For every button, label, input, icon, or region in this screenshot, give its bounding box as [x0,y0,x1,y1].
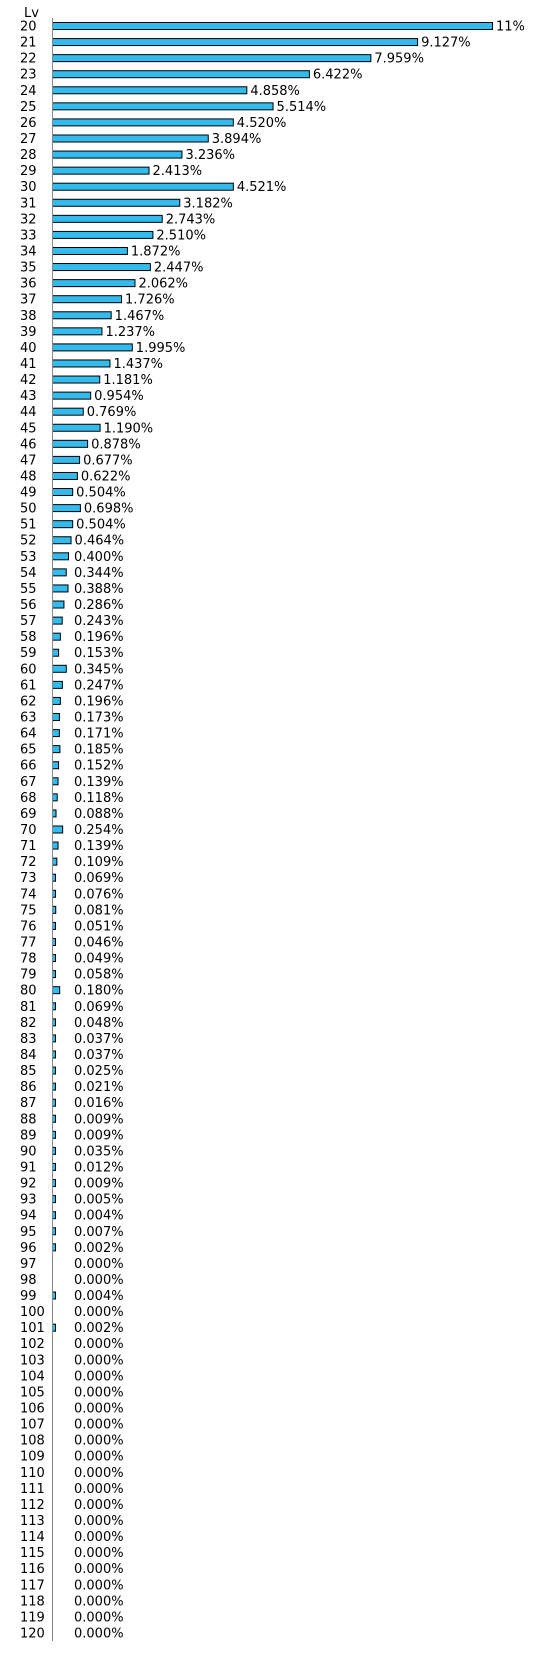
level-tick-label: 69 [20,806,37,822]
bar-value-label: 0.504% [76,485,126,501]
level-tick-label: 68 [20,790,37,806]
bar-value-label: 0.400% [74,549,124,565]
level-tick-label: 63 [20,710,37,726]
bar-value-label: 0.878% [91,437,141,453]
bar-value-label: 0.000% [74,1594,124,1610]
bar-value-label: 4.858% [250,83,300,99]
level-tick-label: 102 [20,1337,45,1353]
bar-value-label: 0.035% [74,1144,124,1160]
bar-value-label: 0.000% [74,1449,124,1465]
bar-value-label: 1.726% [125,292,175,308]
bar-value-label: 0.000% [74,1256,124,1272]
bar [53,505,81,512]
level-tick-label: 111 [20,1481,45,1497]
bar [53,424,101,431]
bar-value-label: 0.000% [74,1465,124,1481]
bar [53,617,63,624]
bar [53,665,67,672]
bar [53,167,150,174]
bar-value-label: 3.182% [183,196,233,212]
bar-value-label: 0.046% [74,935,124,951]
bar-value-label: 2.413% [152,164,203,180]
level-tick-label: 54 [20,565,37,581]
bar-value-label: 4.520% [236,115,287,131]
level-tick-label: 109 [20,1449,45,1465]
level-tick-label: 120 [20,1626,45,1642]
bar [53,472,78,479]
level-tick-label: 64 [20,726,37,742]
bar [53,296,122,303]
bar [53,730,60,737]
bar-value-label: 0.051% [74,919,124,935]
bar [53,778,59,785]
level-tick-label: 32 [20,212,37,228]
level-tick-label: 91 [20,1160,37,1176]
bar-value-label: 0.000% [74,1626,124,1642]
level-tick-label: 85 [20,1064,37,1080]
level-tick-label: 115 [20,1546,45,1562]
bar-value-label: 3.894% [211,131,262,147]
level-tick-label: 94 [20,1208,37,1224]
bar-value-label: 0.069% [74,871,124,887]
bar [53,746,60,753]
bar [53,135,209,142]
bar-value-label: 0.464% [74,533,125,549]
level-tick-label: 76 [20,919,37,935]
bar-value-label: 0.286% [74,598,124,614]
bar-value-label: 0.173% [74,710,124,726]
bar [53,633,61,640]
level-tick-label: 58 [20,630,37,646]
bar [53,537,72,544]
bar-value-label: 0.000% [74,1433,124,1449]
bar-value-label: 0.000% [74,1497,124,1513]
bar [53,103,274,110]
level-tick-label: 112 [20,1497,45,1513]
bar-value-label: 0.069% [74,999,124,1015]
level-tick-label: 39 [20,324,37,340]
bar-value-label: 0.000% [74,1305,124,1321]
level-tick-label: 31 [20,196,37,212]
level-tick-label: 104 [20,1369,45,1385]
bar-value-label: 0.109% [74,855,124,871]
bar [53,71,310,78]
bar-value-label: 0.247% [74,678,124,694]
bar-value-label: 2.062% [138,276,189,292]
bar-value-label: 0.000% [74,1401,124,1417]
level-tick-label: 67 [20,774,37,790]
bar [53,697,61,704]
level-tick-label: 79 [20,967,37,983]
level-tick-label: 52 [20,533,37,549]
bar-value-label: 1.237% [105,324,156,340]
bar [53,215,163,222]
bar-value-label: 0.009% [74,1128,124,1144]
bar-value-label: 0.152% [74,758,124,774]
bar-value-label: 0.025% [74,1064,124,1080]
bar-value-label: 0.139% [74,774,124,790]
level-tick-label: 74 [20,887,37,903]
bar [53,601,64,608]
bar-value-label: 0.005% [74,1192,124,1208]
bar-value-label: 1.437% [113,356,164,372]
bar [53,119,234,126]
bar-value-label: 1.872% [130,244,181,260]
level-tick-label: 110 [20,1465,45,1481]
level-tick-label: 107 [20,1417,45,1433]
bar-value-label: 0.698% [83,501,134,517]
bar-value-label: 0.139% [74,839,124,855]
bar-value-label: 0.049% [74,951,124,967]
level-tick-label: 49 [20,485,37,501]
bar-value-label: 0.344% [74,565,124,581]
bar-value-label: 0.088% [74,806,124,822]
bar-value-label: 0.769% [86,405,137,421]
level-tick-label: 43 [20,389,37,405]
bar [53,987,60,994]
level-tick-label: 119 [20,1610,45,1626]
level-tick-label: 99 [20,1289,37,1305]
bars-group [20,20,525,1642]
level-tick-label: 81 [20,999,37,1015]
level-tick-label: 103 [20,1353,45,1369]
level-tick-label: 116 [20,1562,45,1578]
bar [53,456,80,463]
bar-value-label: 0.016% [74,1096,124,1112]
bar-value-label: 0.153% [74,646,124,662]
bar-value-label: 0.622% [80,469,131,485]
bar-value-label: 0.081% [74,903,124,919]
bar-value-label: 6.422% [312,67,363,83]
bar [53,344,133,351]
level-tick-label: 96 [20,1240,37,1256]
bar-value-label: 0.243% [74,614,124,630]
level-tick-label: 40 [20,340,37,356]
bar-value-label: 9.127% [421,35,471,51]
y-axis-label: Lv [24,6,39,21]
bar-value-label: 3.236% [185,148,236,164]
level-tick-label: 86 [20,1080,37,1096]
level-tick-label: 21 [20,35,37,51]
level-tick-label: 46 [20,437,37,453]
bar [53,489,73,496]
level-tick-label: 95 [20,1224,37,1240]
bar-value-label: 0.000% [74,1353,124,1369]
bar [53,264,151,271]
level-tick-label: 70 [20,823,37,838]
level-tick-label: 92 [20,1176,37,1192]
level-tick-label: 36 [20,276,37,292]
level-tick-label: 89 [20,1128,37,1144]
level-tick-label: 80 [20,983,37,999]
level-tick-label: 42 [20,373,37,389]
bar-value-label: 0.004% [74,1208,124,1224]
bar [53,55,371,62]
bar-value-label: 0.180% [74,983,124,999]
level-tick-label: 29 [20,164,37,180]
bar [53,408,84,415]
level-tick-label: 105 [20,1385,45,1401]
bar-value-label: 0.185% [74,742,124,758]
bar-value-label: 1.181% [103,373,153,389]
bar [53,376,100,383]
bar-value-label: 0.345% [74,662,124,678]
level-tick-label: 25 [20,99,37,115]
bar-value-label: 0.000% [74,1610,124,1626]
bar-value-label: 0.954% [94,389,144,405]
bar-value-label: 0.000% [74,1337,124,1353]
bar [53,199,180,206]
bar [53,842,59,849]
level-tick-label: 108 [20,1433,45,1449]
bar [53,231,153,238]
level-tick-label: 83 [20,1031,37,1047]
level-tick-label: 98 [20,1272,37,1288]
bar-value-label: 0.254% [74,823,124,838]
bar-value-label: 0.388% [74,581,124,597]
level-tick-label: 53 [20,549,37,565]
level-tick-label: 62 [20,694,37,710]
level-tick-label: 106 [20,1401,45,1417]
level-tick-label: 73 [20,871,37,887]
bar-value-label: 0.000% [74,1417,124,1433]
bar-value-label: 0.009% [74,1176,124,1192]
bar-value-label: 2.510% [156,228,206,244]
bar [53,312,112,319]
bar-value-label: 0.196% [74,630,124,646]
bar [53,151,182,158]
level-tick-label: 101 [20,1321,45,1337]
bar-value-label: 5.514% [276,99,327,115]
level-tick-label: 57 [20,614,37,630]
level-tick-label: 55 [20,581,37,597]
bar-value-label: 0.000% [74,1385,124,1401]
bar-value-label: 2.447% [153,260,204,276]
bar-value-label: 0.000% [74,1481,124,1497]
bar-value-label: 0.012% [74,1160,124,1176]
level-tick-label: 24 [20,83,37,99]
level-tick-label: 34 [20,244,37,260]
level-tick-label: 60 [20,662,37,678]
level-tick-label: 97 [20,1256,37,1272]
bar [53,649,59,656]
level-tick-label: 20 [20,19,37,35]
level-tick-label: 26 [20,115,37,131]
bar [53,681,63,688]
level-tick-label: 44 [20,405,37,421]
level-tick-label: 41 [20,356,37,372]
bar-value-label: 0.002% [74,1240,124,1256]
level-tick-label: 27 [20,131,37,147]
level-tick-label: 56 [20,598,37,614]
bar-value-label: 0.118% [74,790,124,806]
bar [53,247,128,254]
level-tick-label: 47 [20,453,37,469]
level-tick-label: 93 [20,1192,37,1208]
bar [53,521,73,528]
level-tick-label: 82 [20,1015,37,1031]
bar-value-label: 2.743% [165,212,216,228]
level-tick-label: 37 [20,292,37,308]
bar-value-label: 0.009% [74,1112,124,1128]
bar-value-label: 11% [496,19,525,35]
bar-value-label: 1.467% [114,308,165,324]
level-tick-label: 90 [20,1144,37,1160]
level-tick-label: 30 [20,180,37,196]
level-tick-label: 77 [20,935,37,951]
bar-value-label: 0.677% [83,453,133,469]
bar [53,183,234,190]
bar-value-label: 1.995% [135,340,186,356]
bar-value-label: 0.021% [74,1080,124,1096]
bar-value-label: 0.000% [74,1369,124,1385]
level-tick-label: 88 [20,1112,37,1128]
bar [53,440,88,447]
bar-value-label: 0.171% [74,726,124,742]
bar-value-label: 0.007% [74,1224,124,1240]
level-tick-label: 61 [20,678,37,694]
level-tick-label: 51 [20,517,37,533]
level-tick-label: 45 [20,421,37,437]
bar [53,360,110,367]
level-tick-label: 117 [20,1578,45,1594]
bar [53,585,69,592]
level-tick-label: 118 [20,1594,45,1610]
bar-value-label: 0.000% [74,1562,124,1578]
bar [53,810,57,817]
bar-value-label: 0.048% [74,1015,124,1031]
level-tick-label: 33 [20,228,37,244]
bar [53,569,67,576]
bar-value-label: 0.037% [74,1031,124,1047]
bar-value-label: 0.000% [74,1514,124,1530]
bar [53,553,69,560]
bar-value-label: 0.058% [74,967,124,983]
level-tick-label: 113 [20,1514,45,1530]
bar-value-label: 0.004% [74,1289,124,1305]
level-tick-label: 22 [20,51,37,67]
level-tick-label: 87 [20,1096,37,1112]
level-tick-label: 35 [20,260,37,276]
bar-value-label: 0.076% [74,887,124,903]
level-tick-label: 28 [20,148,37,164]
bar [53,87,247,94]
level-tick-label: 71 [20,839,37,855]
bar-value-label: 0.000% [74,1530,124,1546]
bar-value-label: 0.037% [74,1047,124,1063]
level-tick-label: 59 [20,646,37,662]
bar-value-label: 0.000% [74,1578,124,1594]
bar [53,328,102,335]
level-tick-label: 48 [20,469,37,485]
level-tick-label: 72 [20,855,37,871]
bar-value-label: 1.190% [103,421,154,437]
level-tick-label: 78 [20,951,37,967]
bar [53,280,135,287]
level-tick-label: 75 [20,903,37,919]
bar [53,794,58,801]
bar-value-label: 0.196% [74,694,124,710]
level-tick-label: 66 [20,758,37,774]
level-tick-label: 23 [20,67,37,83]
bar [53,39,418,46]
bar [53,858,57,865]
bar-value-label: 0.000% [74,1546,124,1562]
bar-value-label: 0.002% [74,1321,124,1337]
bar [53,826,63,833]
level-tick-label: 65 [20,742,37,758]
bar-value-label: 0.000% [74,1272,124,1288]
bar [53,762,59,769]
level-tick-label: 50 [20,501,37,517]
bar-value-label: 7.959% [374,51,424,67]
bar [53,392,91,399]
level-tick-label: 38 [20,308,37,324]
bar-value-label: 4.521% [236,180,287,196]
bar [53,714,60,721]
level-tick-label: 84 [20,1047,37,1063]
level-tick-label: 114 [20,1530,45,1546]
bar-value-label: 0.504% [76,517,126,533]
bar [53,23,493,30]
level-tick-label: 100 [20,1305,45,1321]
